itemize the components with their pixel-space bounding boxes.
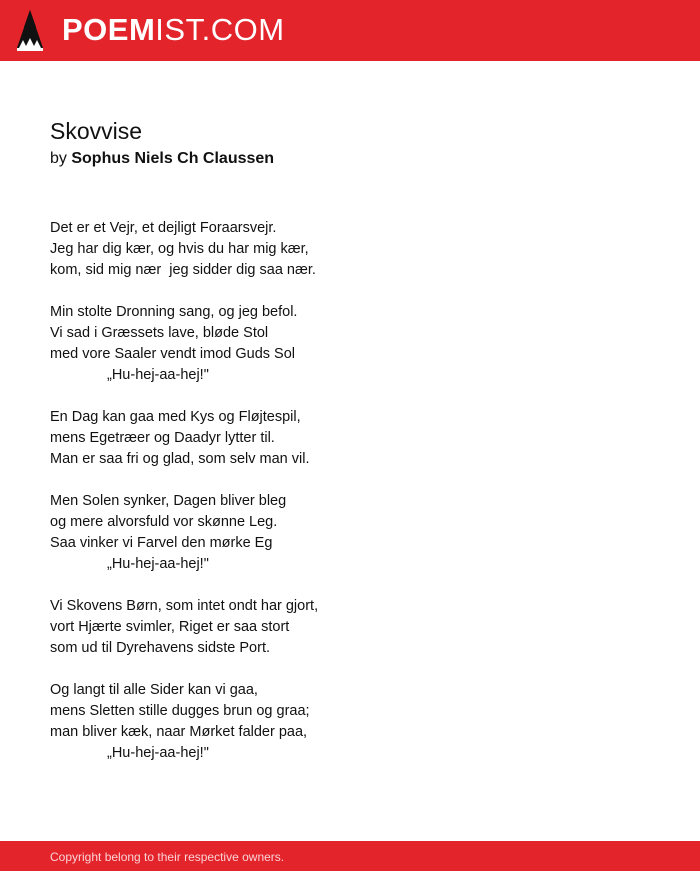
site-logo[interactable] [62,12,285,48]
logo-bold-text: POEM [62,12,156,47]
poem-body [50,218,650,785]
poem-line: Saa vinker vi Farvel den mørke Eg [50,535,273,551]
poem-line: og mere alvorsfuld vor skønne Leg. [50,514,278,530]
poem-line: Vi Skovens Børn, som intet ondt har gjort, [50,598,319,614]
poem-line: En Dag kan gaa med Kys og Fløjtespil, [50,409,301,425]
logo-light-text: IST.COM [155,12,285,47]
stanza [50,302,650,386]
poem-line: Det er et Vejr, et dejligt Foraarsvejr. [50,220,277,236]
poem-refrain: „Hu-hej-aa-hej!" [107,367,209,383]
poem-byline [50,149,274,169]
author-name: Sophus Niels Ch Claussen [71,150,275,167]
site-footer [0,841,700,871]
stanza [50,407,650,470]
stanza [50,680,650,764]
poem-line: man bliver kæk, naar Mørket falder paa, [50,724,308,740]
poem-line: med vore Saaler vendt imod Guds Sol [50,346,296,362]
poem-line: som ud til Dyrehavens sidste Port. [50,640,271,656]
copyright-notice: Copyright belong to their respective owners. [50,850,285,864]
poem-line: vort Hjærte svimler, Riget er saa stort [50,619,290,635]
poem-line: mens Egetræer og Daadyr lytter til. [50,430,275,446]
poem-line: Og langt til alle Sider kan vi gaa, [50,682,258,698]
poem-line: kom, sid mig nær jeg sidder dig saa nær. [50,262,316,278]
poem-line: Jeg har dig kær, og hvis du har mig kær, [50,241,309,257]
poem-refrain: „Hu-hej-aa-hej!" [107,745,209,761]
poem-line: Vi sad i Græssets lave, bløde Stol [50,325,269,341]
stanza [50,218,650,281]
poem-line: Man er saa fri og glad, som selv man vil. [50,451,310,467]
poem-line: Min stolte Dronning sang, og jeg befol. [50,304,298,320]
pencil-tip-icon[interactable] [17,10,43,51]
stanza [50,491,650,575]
poem-line: Men Solen synker, Dagen bliver bleg [50,493,287,509]
by-label: by [50,150,67,167]
poem-title: Skovvise [50,118,143,144]
stanza [50,596,650,659]
poem-line: mens Sletten stille dugges brun og graa; [50,703,310,719]
poem-refrain: „Hu-hej-aa-hej!" [107,556,209,572]
site-header [0,0,700,61]
